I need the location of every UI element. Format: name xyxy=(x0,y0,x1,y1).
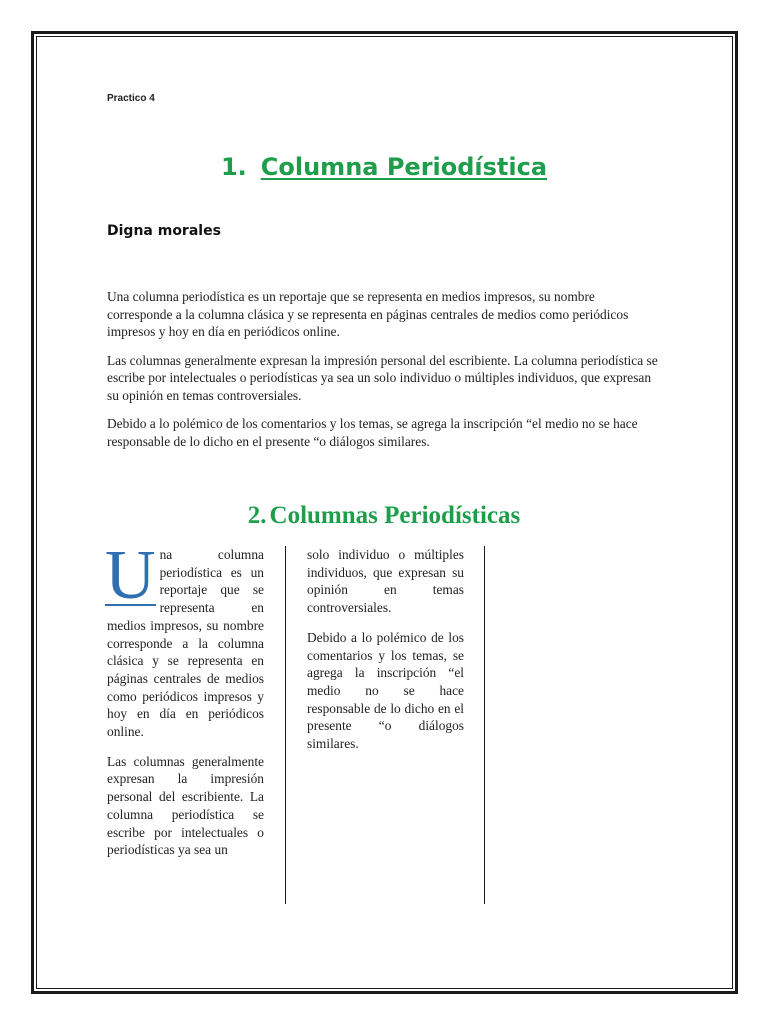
heading-2 xyxy=(0,502,768,530)
column-paragraph: Debido a lo polémico de los comentarios y los temas, se agrega la inscripción “el medio no se hace responsable de lo dicho en el presente “o diálogos similares. xyxy=(307,629,464,752)
drop-cap: U xyxy=(105,537,156,614)
author-name: Digna morales xyxy=(107,223,221,239)
intro-paragraph: Debido a lo polémico de los comentarios y los temas, se agrega la inscripción “el medio no se hace responsable de lo dicho en el presente “o diálogos similares. xyxy=(107,416,638,449)
column-divider xyxy=(484,546,485,904)
column-paragraph xyxy=(105,537,264,741)
text-column-2 xyxy=(307,546,464,765)
column-paragraph: solo individuo o múltiples individuos, que expresan su opinión en temas controversiales. xyxy=(307,547,464,616)
heading-1 xyxy=(0,153,768,181)
intro-paragraph: Una columna periodística es un reportaje que se representa en medios impresos, su nombre corresponde a la columna clásica y se representa en páginas centrales de medios como periódicos impresos y hoy en día en periódicos online. xyxy=(107,289,629,339)
column-paragraph: Las columnas generalmente expresan la impresión personal del escribiente. La columna periodística se escribe por intelectuales o periodísticas ya sea un xyxy=(107,753,264,858)
document-label: Practico 4 xyxy=(107,93,155,104)
column-divider xyxy=(285,546,286,904)
heading-1-text: Columna Periodística xyxy=(260,153,548,181)
heading-2-number: 2. xyxy=(247,502,267,529)
column-paragraph-text: na columna periodística es un reportaje que se representa en medios impresos, su nombre corresponde a la columna clásica y se representa en páginas centrales de medios como periódicos impresos y hoy en día en periódicos online. xyxy=(107,547,264,740)
heading-2-text: Columnas Periodísticas xyxy=(269,502,521,529)
intro-section xyxy=(107,288,663,461)
text-column-1 xyxy=(105,537,264,871)
intro-paragraph: Las columnas generalmente expresan la impresión personal del escribiente. La columna periodística se escribe por intelectuales o periodísticas ya sea un solo individuo o múltiples individuos, que expresan su opinión en temas controversiales. xyxy=(107,352,658,403)
heading-1-number: 1. xyxy=(220,153,247,181)
